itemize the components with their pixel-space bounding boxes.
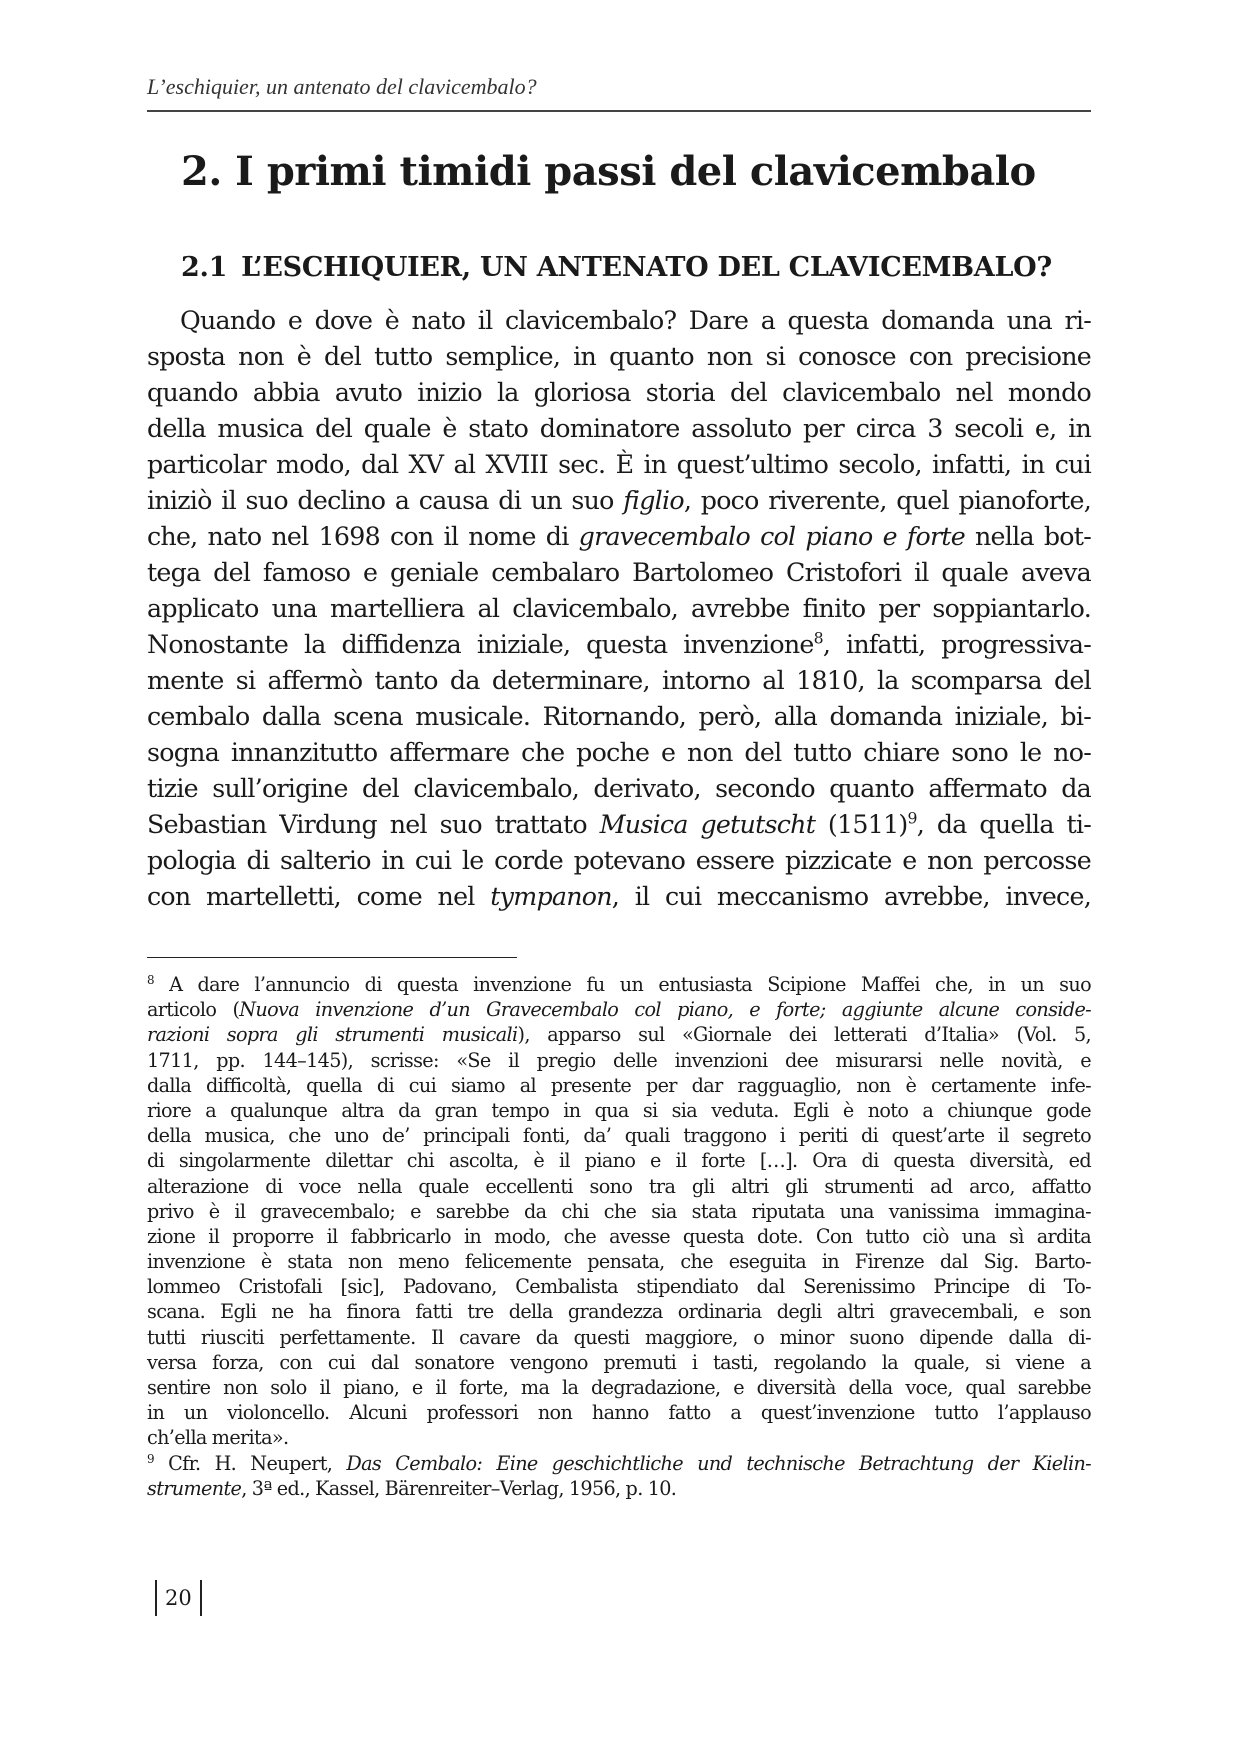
- footnote-line: 1711, pp. 144–145), scrisse: «Se il pregio delle invenzioni dee misurarsi nelle novità, e: [147, 1048, 1091, 1072]
- body-line: quando abbia avuto inizio la gloriosa storia del clavicembalo nel mondo: [147, 378, 1091, 407]
- footnote-separator: [147, 957, 517, 958]
- text-run: (1511): [815, 810, 908, 839]
- footnote-line: [147, 1451, 1091, 1476]
- italic-run: razioni sopra gli strumenti musicali: [147, 1023, 518, 1047]
- text-run: , infatti, progressiva-: [822, 630, 1091, 659]
- body-line: [147, 519, 1091, 555]
- running-header: L’eschiquier, un antenato del clavicembalo?: [147, 74, 537, 99]
- body-line: pologia di salterio in cui le corde potevano essere pizzicate e non percosse: [147, 846, 1091, 875]
- text-run: con martelletti, come nel: [147, 882, 491, 911]
- text-run: ), apparso sul «Giornale dei letterati d’Italia» (Vol. 5,: [517, 1023, 1091, 1047]
- text-run: , da quella ti-: [916, 810, 1092, 839]
- section-number: 2.1: [181, 252, 228, 283]
- footnote-marker-8: 8: [147, 972, 154, 987]
- body-line: applicato una martelliera al clavicembalo, avrebbe finito per soppiantarlo.: [147, 594, 1091, 623]
- text-run: Cfr. H. Neupert,: [153, 1451, 347, 1475]
- italic-run: tympanon: [490, 882, 612, 911]
- body-line: sposta non è del tutto semplice, in quanto non si conosce con precisione: [147, 342, 1091, 371]
- footnote-line: scana. Egli ne ha finora fatti tre della grandezza ordinaria degli altri gravecembali, e son: [147, 1300, 1091, 1324]
- text-run: , poco riverente, quel pianoforte,: [683, 486, 1091, 515]
- footnote-line: sentire non solo il piano, e il forte, ma la degradazione, e diversità della voce, qual sarebbe: [147, 1376, 1091, 1399]
- body-line: Quando e dove è nato il clavicembalo? Dare a questa domanda una ri-: [180, 306, 1091, 335]
- footnote-line: zione il proporre il fabbricarlo in modo, che avesse questa dote. Con tutto ciò una sì ardita: [147, 1224, 1091, 1248]
- body-paragraph: [147, 303, 1091, 915]
- body-line: tizie sull’origine del clavicembalo, derivato, secondo quanto affermato da: [147, 774, 1091, 803]
- footnote-line: ch’ella merita».: [147, 1426, 289, 1450]
- footnotes: [147, 972, 1091, 1501]
- body-line: [147, 627, 1091, 663]
- footnote-line: [147, 972, 1091, 997]
- chapter-title: 2. I primi timidi passi del clavicembalo: [181, 148, 1036, 195]
- body-line: [147, 879, 1091, 915]
- header-rule: [147, 110, 1091, 112]
- footnote-ref-9: 9: [907, 808, 917, 828]
- footnote-line: dalla difficoltà, quella di cui siamo al presente per dar ragguaglio, non è certamente infe-: [147, 1073, 1091, 1097]
- footnote-ref-8: 8: [813, 628, 823, 648]
- text-run: iniziò il suo declino a causa di un suo: [147, 486, 624, 515]
- footnote-marker-9: 9: [147, 1451, 154, 1466]
- body-line: cembalo dalla scena musicale. Ritornando, però, alla domanda iniziale, bi-: [147, 702, 1091, 731]
- text-run: che, nato nel 1698 con il nome di: [147, 522, 579, 551]
- footnote-line: della musica, che uno de’ principali fonti, da’ quali traggono i periti di quest’arte il segreto: [147, 1124, 1091, 1148]
- body-line: [147, 807, 1091, 843]
- footnote-line: invenzione è stata non meno felicemente pensata, che eseguita in Firenze dal Sig. Barto-: [147, 1250, 1091, 1274]
- footnote-line: di singolarmente dilettar chi ascolta, è il piano e il forte […]. Ora di questa diversità, ed: [147, 1149, 1091, 1173]
- footnote-line: [147, 1022, 1091, 1047]
- body-line: [147, 483, 1091, 519]
- footnote-line: privo è il gravecembalo; e sarebbe da chi che sia stata riputata una vanissima immagina-: [147, 1199, 1091, 1223]
- footnote-line: [147, 997, 1091, 1022]
- text-run: nella bot-: [964, 522, 1091, 551]
- body-line: sogna innanzitutto affermare che poche e non del tutto chiare sono le no-: [147, 738, 1091, 767]
- footnote-line: versa forza, con cui dal sonatore vengono premuti i tasti, regolando la quale, si viene a: [147, 1350, 1091, 1374]
- italic-run: Musica getutscht: [599, 810, 816, 839]
- text-run: articolo (: [147, 998, 240, 1022]
- body-line: della musica del quale è stato dominatore assoluto per circa 3 secoli e, in: [147, 414, 1091, 443]
- body-line: tega del famoso e geniale cembalaro Bartolomeo Cristofori il quale aveva: [147, 558, 1091, 587]
- italic-run: gravecembalo col piano e forte: [578, 522, 965, 551]
- body-line: particolar modo, dal XV al XVIII sec. È in quest’ultimo secolo, infatti, in cui: [147, 450, 1091, 479]
- text-run: , 3ª ed., Kassel, Bärenreiter–Verlag, 1956, p. 10.: [241, 1476, 677, 1500]
- footnote-line: riore a qualunque altra da gran tempo in qua si sia veduta. Egli è noto a chiunque gode: [147, 1098, 1091, 1122]
- footnote-line: tutti riusciti perfettamente. Il cavare da questi maggiore, o minor suono dipende dalla di-: [147, 1325, 1091, 1349]
- footnote-line: alterazione di voce nella quale eccellenti sono tra gli altri gli strumenti ad arco, affatto: [147, 1174, 1091, 1198]
- text-run: , il cui meccanismo avrebbe, invece,: [611, 882, 1091, 911]
- footnote-line: lommeo Cristofali [sic], Padovano, Cembalista stipendiato dal Serenissimo Principe di To-: [147, 1275, 1091, 1299]
- italic-run: Nuova invenzione d’un Gravecembalo col piano, e forte; aggiunte alcune conside-: [239, 998, 1091, 1022]
- text-run: A dare l’annuncio di questa invenzione fu un entusiasta Scipione Maffei che, in un suo: [153, 973, 1091, 996]
- italic-run: figlio: [623, 486, 684, 515]
- footnote-line: in un violoncello. Alcuni professori non hanno fatto a quest’invenzione tutto l’applauso: [147, 1401, 1091, 1425]
- body-line: mente si affermò tanto da determinare, intorno al 1810, la scomparsa del: [147, 666, 1091, 695]
- section-heading: L’ESCHIQUIER, UN ANTENATO DEL CLAVICEMBALO?: [241, 252, 1052, 283]
- italic-run: strumente: [147, 1476, 242, 1500]
- text-run: Nonostante la diffidenza iniziale, questa invenzione: [147, 630, 814, 659]
- section-title: [181, 252, 1052, 283]
- italic-run: Das Cembalo: Eine geschichtliche und technische Betrachtung der Kielin-: [346, 1451, 1091, 1475]
- page-number: 20: [155, 1580, 202, 1616]
- footnote-line: [147, 1476, 1091, 1501]
- text-run: Sebastian Virdung nel suo trattato: [147, 810, 600, 839]
